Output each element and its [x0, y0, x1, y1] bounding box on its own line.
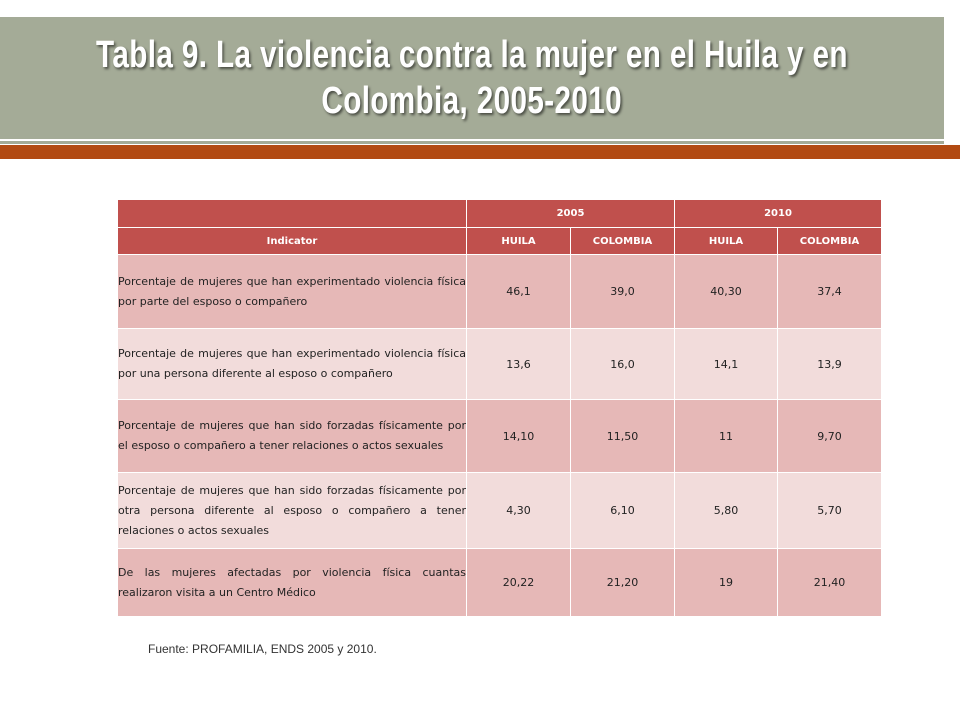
divider-accent: [0, 145, 960, 159]
value-cell: 46,1: [467, 255, 571, 329]
year-header-2010: 2010: [675, 200, 882, 228]
column-header-colombia-2005: COLOMBIA: [571, 228, 675, 255]
value-cell: 14,10: [467, 400, 571, 473]
indicator-cell: Porcentaje de mujeres que han sido forzadas físicamente por otra persona diferente al esposo o compañero a tener relaciones o actos sexuales: [118, 473, 467, 549]
column-header-row: [118, 228, 882, 255]
divider-thin: [0, 141, 944, 144]
page-title-line-2: Colombia, 2005-2010: [321, 80, 623, 122]
value-cell: 4,30: [467, 473, 571, 549]
indicator-cell: De las mujeres afectadas por violencia física cuantas realizaron visita a un Centro Médico: [118, 549, 467, 617]
header-blank-cell: [118, 200, 467, 228]
title-banner: [0, 17, 944, 139]
indicator-cell: Porcentaje de mujeres que han experimentado violencia física por parte del esposo o compañero: [118, 255, 467, 329]
table-row: [118, 400, 882, 473]
table-row: [118, 473, 882, 549]
value-cell: 40,30: [675, 255, 778, 329]
value-cell: 9,70: [778, 400, 882, 473]
year-header-2005: 2005: [467, 200, 675, 228]
page-title-line-1: Tabla 9. La violencia contra la mujer en el Huila y en: [96, 34, 848, 76]
value-cell: 6,10: [571, 473, 675, 549]
table-row: [118, 255, 882, 329]
value-cell: 5,70: [778, 473, 882, 549]
source-note: Fuente: PROFAMILIA, ENDS 2005 y 2010.: [148, 642, 377, 656]
value-cell: 19: [675, 549, 778, 617]
column-header-colombia-2010: COLOMBIA: [778, 228, 882, 255]
value-cell: 37,4: [778, 255, 882, 329]
column-header-huila-2005: HUILA: [467, 228, 571, 255]
value-cell: 16,0: [571, 329, 675, 400]
value-cell: 5,80: [675, 473, 778, 549]
table-row: [118, 329, 882, 400]
indicator-cell: Porcentaje de mujeres que han experimentado violencia física por una persona diferente al esposo o compañero: [118, 329, 467, 400]
value-cell: 13,6: [467, 329, 571, 400]
column-header-indicator: Indicator: [118, 228, 467, 255]
value-cell: 21,40: [778, 549, 882, 617]
table-row: [118, 549, 882, 617]
value-cell: 39,0: [571, 255, 675, 329]
value-cell: 13,9: [778, 329, 882, 400]
column-header-huila-2010: HUILA: [675, 228, 778, 255]
value-cell: 21,20: [571, 549, 675, 617]
indicator-cell: Porcentaje de mujeres que han sido forzadas físicamente por el esposo o compañero a tener relaciones o actos sexuales: [118, 400, 467, 473]
violence-table: [117, 199, 882, 617]
value-cell: 11: [675, 400, 778, 473]
value-cell: 11,50: [571, 400, 675, 473]
year-header-row: [118, 200, 882, 228]
value-cell: 20,22: [467, 549, 571, 617]
value-cell: 14,1: [675, 329, 778, 400]
